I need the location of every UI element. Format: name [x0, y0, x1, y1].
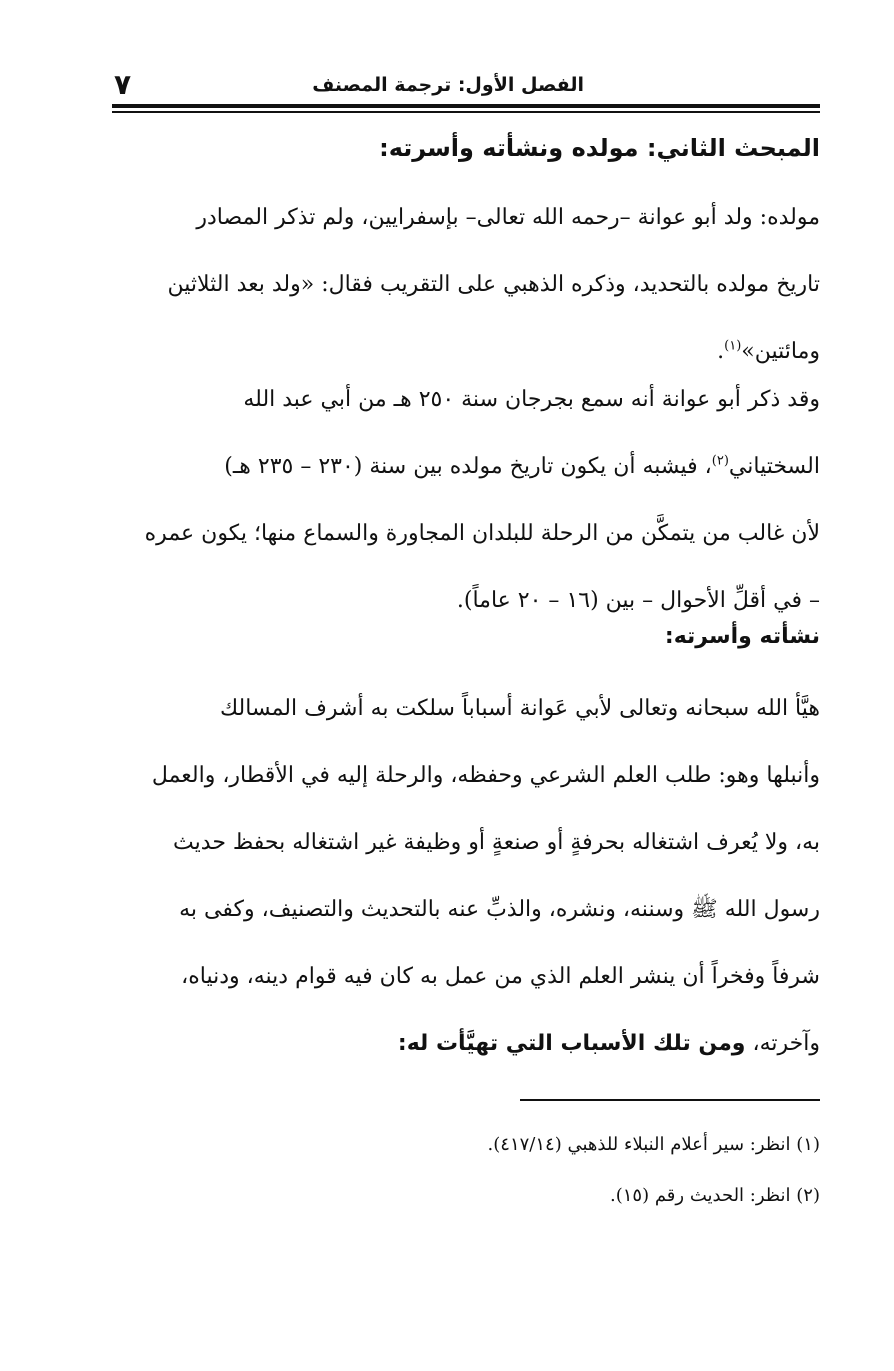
text-line: رسول الله ﷺ وسننه، ونشره، والذبِّ عنه بالتحديث والتصنيف، وكفى به — [179, 897, 820, 922]
running-header — [112, 68, 820, 102]
text-run: السختياني — [728, 454, 820, 479]
text-line: تاريخ مولده بالتحديد، وذكره الذهبي على التقريب فقال: «ولد بعد الثلاثين — [167, 272, 820, 297]
text-line — [112, 433, 820, 500]
text-run: ، فيشبه أن يكون تاريخ مولده بين سنة (٢٣٠ – ٢٣٥ هـ) — [224, 454, 712, 479]
text-line: به، ولا يُعرف اشتغاله بحرفةٍ أو صنعةٍ أو وظيفة غير اشتغاله بحفظ حديث — [173, 830, 820, 855]
paragraph-birth — [112, 184, 820, 385]
bold-lead-in: ومن تلك الأسباب التي تهيَّأت له: — [397, 1031, 746, 1056]
paragraph-birth-date — [112, 366, 820, 634]
footnote-ref-1[interactable]: (١) — [724, 338, 742, 354]
paragraph-upbringing — [112, 675, 820, 1077]
header-rule-thick — [112, 104, 820, 108]
text-line — [112, 1010, 820, 1077]
footnote-separator — [520, 1099, 820, 1101]
section-heading: المبحث الثاني: مولده ونشأته وأسرته: — [379, 134, 820, 162]
page-number: ٧ — [114, 68, 132, 101]
footnote-2: (٢) انظر: الحديث رقم (١٥). — [609, 1185, 820, 1206]
text-line: وأنبلها وهو: طلب العلم الشرعي وحفظه، والرحلة إليه في الأقطار، والعمل — [151, 763, 820, 788]
text-line: هيَّأ الله سبحانه وتعالى لأبي عَوانة أسباباً سلكت به أشرف المسالك — [220, 696, 820, 721]
text-run: . — [717, 339, 725, 364]
text-line: وقد ذكر أبو عوانة أنه سمع بجرجان سنة ٢٥٠ هـ من أبي عبد الله — [243, 387, 820, 412]
text-line: لأن غالب من يتمكَّن من الرحلة للبلدان المجاورة والسماع منها؛ يكون عمره — [144, 521, 820, 546]
header-rule-thin — [112, 111, 820, 113]
text-line: شرفاً وفخراً أن ينشر العلم الذي من عمل به كان فيه قوام دينه، ودنياه، — [181, 964, 820, 989]
text-run: وآخرته، — [745, 1031, 820, 1056]
footnote-1: (١) انظر: سير أعلام النبلاء للذهبي (٤١٧/١٤). — [487, 1134, 820, 1155]
chapter-title: الفصل الأول: ترجمة المصنف — [312, 74, 584, 96]
text-line: – في أقلِّ الأحوال – بين (١٦ – ٢٠ عاماً). — [456, 588, 820, 613]
sub-heading: نشأته وأسرته: — [664, 624, 820, 649]
footnote-ref-2[interactable]: (٢) — [711, 453, 729, 469]
text-line: مولده: ولد أبو عوانة –رحمه الله تعالى– بإسفرايين، ولم تذكر المصادر — [196, 205, 820, 230]
text-run: ومائتين» — [741, 339, 820, 364]
